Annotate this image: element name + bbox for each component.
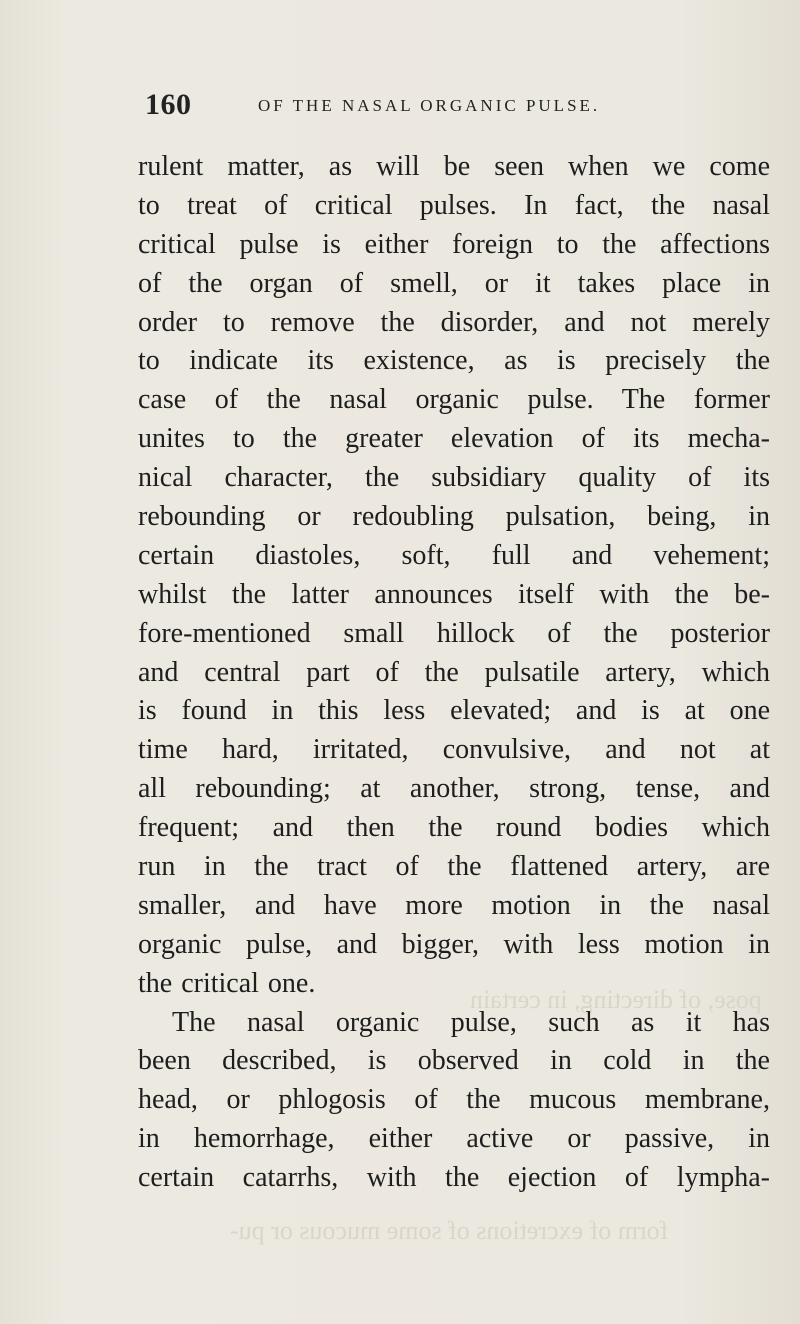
text-line: to treat of critical pulses. In fact, the nasal	[138, 189, 770, 221]
text-line: organic pulse, and bigger, with less motion in	[138, 928, 770, 960]
text-line: order to remove the disorder, and not merely	[138, 306, 770, 338]
text-line: whilst the latter announces itself with the be-	[138, 578, 770, 610]
body-text	[138, 148, 770, 1198]
paragraph	[138, 1004, 770, 1198]
text-line: head, or phlogosis of the mucous membrane,	[138, 1084, 770, 1116]
running-head	[145, 88, 675, 128]
text-line: the critical one.	[138, 967, 316, 999]
text-line: certain diastoles, soft, full and vehement;	[138, 539, 770, 571]
text-line: rebounding or redoubling pulsation, being, in	[138, 501, 770, 533]
text-line: in hemorrhage, either active or passive, in	[138, 1123, 770, 1155]
page-number: 160	[145, 88, 192, 121]
text-line: all rebounding; at another, strong, tense, and	[138, 773, 770, 805]
paragraph	[138, 148, 770, 1004]
text-line: certain catarrhs, with the ejection of lympha-	[138, 1162, 770, 1194]
text-line: time hard, irritated, convulsive, and not at	[138, 734, 770, 766]
running-title: OF THE NASAL ORGANIC PULSE.	[258, 96, 601, 115]
text-line: run in the tract of the flattened artery, are	[138, 851, 770, 883]
text-line: frequent; and then the round bodies which	[138, 812, 770, 844]
text-line: is found in this less elevated; and is at one	[138, 695, 770, 727]
text-line: rulent matter, as will be seen when we come	[138, 151, 770, 182]
text-line: of the organ of smell, or it takes place in	[138, 267, 770, 299]
show-through-text: pose, of directing, in certain	[470, 985, 762, 1014]
text-line: nical character, the subsidiary quality of its	[138, 462, 770, 494]
text-line: been described, is observed in cold in the	[138, 1045, 770, 1077]
text-line: critical pulse is either foreign to the affections	[138, 228, 770, 260]
text-line: and central part of the pulsatile artery, which	[138, 656, 770, 688]
text-line: fore-mentioned small hillock of the posterior	[138, 617, 770, 649]
show-through-text: form of excretions of some mucous or pu-	[230, 1216, 669, 1245]
text-line: to indicate its existence, as is precisely the	[138, 345, 770, 377]
text-line: smaller, and have more motion in the nasal	[138, 889, 770, 921]
text-line: The nasal organic pulse, such as it has	[172, 1006, 770, 1038]
text-line: unites to the greater elevation of its mecha-	[138, 423, 770, 455]
text-line: case of the nasal organic pulse. The former	[138, 384, 770, 416]
